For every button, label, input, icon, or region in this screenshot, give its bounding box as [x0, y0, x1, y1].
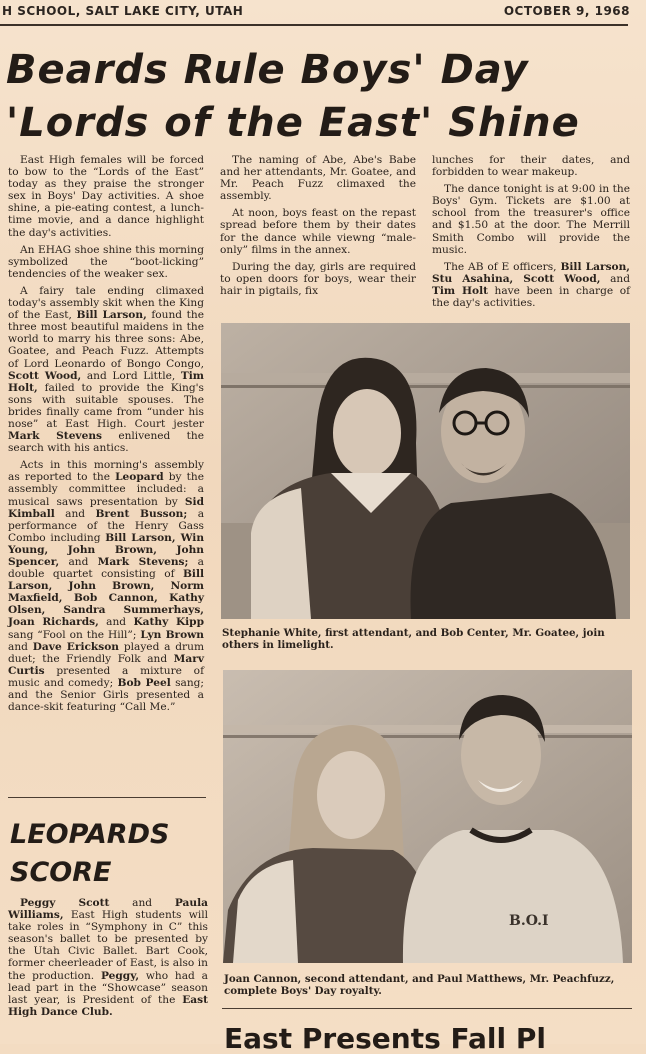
- next-story-headline: East Presents Fall Pl: [224, 1024, 546, 1054]
- article-paragraph: The AB of E officers, Bill Larson, Stu Asahina, Scott Wood, and Tim Holt have been in charge of the day's activities.: [432, 260, 630, 310]
- article-paragraph: The naming of Abe, Abe's Babe and her attendants, Mr. Goatee, and Mr. Peach Fuzz climaxed the assembly.: [220, 154, 416, 203]
- photo-joan-cannon-paul-matthews: [223, 670, 632, 963]
- article-column-3: [432, 154, 630, 314]
- article-paragraph: East High females will be forced to bow to the “Lords of the East” today as they praise the stronger sex in Boys' Day activities. A shoe shine, a pie-eating contest, a lunch-time movie, and a dance highlight the day's activities.: [8, 154, 204, 239]
- masthead-date: OCTOBER 9, 1968: [503, 4, 630, 18]
- headline-line-2: 'Lords of the East' Shine: [6, 100, 580, 146]
- article-paragraph: At noon, boys feast on the repast spread before them by their dates for the dance while viewng “male-only” films in the annex.: [220, 207, 416, 256]
- masthead-rule: [0, 24, 628, 26]
- masthead: [0, 4, 630, 20]
- photo-2-caption: Joan Cannon, second attendant, and Paul Matthews, Mr. Peachfuzz, complete Boys' Day royalty.: [224, 973, 615, 997]
- masthead-school: H SCHOOL, SALT LAKE CITY, UTAH: [2, 4, 244, 18]
- article-paragraph: lunches for their dates, and forbidden to wear makeup.: [432, 154, 630, 179]
- photo-stephanie-white-bob-center: [221, 323, 630, 619]
- photo-1-caption: Stephanie White, first attendant, and Bob Center, Mr. Goatee, join others in limelight.: [222, 627, 605, 651]
- shirt-lettering: B.O.I: [509, 913, 549, 929]
- article-column-2: [220, 154, 416, 302]
- story-divider: [8, 797, 206, 798]
- headline-line-1: Beards Rule Boys' Day: [6, 47, 529, 93]
- article-column-1: [8, 154, 204, 718]
- photo-2-image: [223, 670, 632, 963]
- article-paragraph: Peggy Scott and Paula Williams, East High students will take roles in “Symphony in C” this season's ballet to be presented by the Utah Civic Ballet. Bart Cook, former cheerleader of East, is also in the production. Peggy, who had a lead part in the “Showcase” season last year, is President of the East High Dance Club.: [8, 897, 209, 1018]
- sidebar-headline-1: LEOPARDS: [10, 819, 170, 850]
- photo-1-image: [221, 323, 630, 619]
- article-paragraph: The dance tonight is at 9:00 in the Boys' Gym. Tickets are $1.00 at school from the treasurer's office and $1.50 at the door. The Merrill Smith Combo will provide the music.: [432, 183, 630, 256]
- article-paragraph: During the day, girls are required to open doors for boys, wear their hair in pigtails, fix: [220, 260, 416, 297]
- sidebar-headline-2: SCORE: [10, 857, 112, 888]
- article-paragraph: An EHAG shoe shine this morning symbolized the “boot-licking” tendencies of the weaker sex.: [8, 243, 204, 280]
- article-paragraph: A fairy tale ending climaxed today's assembly skit when the King of the East, Bill Larson, found the three most beautiful maidens in the world to marry his three sons: Abe, Goatee, and Peach Fuzz. Attempts of Lord Leonardo of Bongo Congo, Scott Wood, and Lord Little, Tim Holt, failed to provide the King's sons with suitable spouses. The brides finally came from “under his nose” at East High. Court jester Mark Stevens enlivened the search with his antics.: [8, 284, 205, 455]
- sidebar-story-body: [8, 897, 208, 1023]
- bottom-divider: [222, 1008, 632, 1009]
- article-paragraph: Acts in this morning's assembly as reported to the Leopard by the assembly committee included: a musical saws presentation by Sid Kimball and Brent Busson; a performance of the Henry Gass Combo including Bill Larson, Win Young, John Brown, John Spencer, and Mark Stevens; a double quartet consisting of Bill Larson, John Brown, Norm Maxfield, Bob Cannon, Kathy Olsen, Sandra Summerhays, Joan Richards, and Kathy Kipp sang “Fool on the Hill”; Lyn Brown and Dave Erickson played a drum duet; the Friendly Folk and Marv Curtis presented a mixture of music and comedy; Bob Peel sang; and the Senior Girls presented a dance-skit featuring “Call Me.”: [8, 459, 205, 714]
